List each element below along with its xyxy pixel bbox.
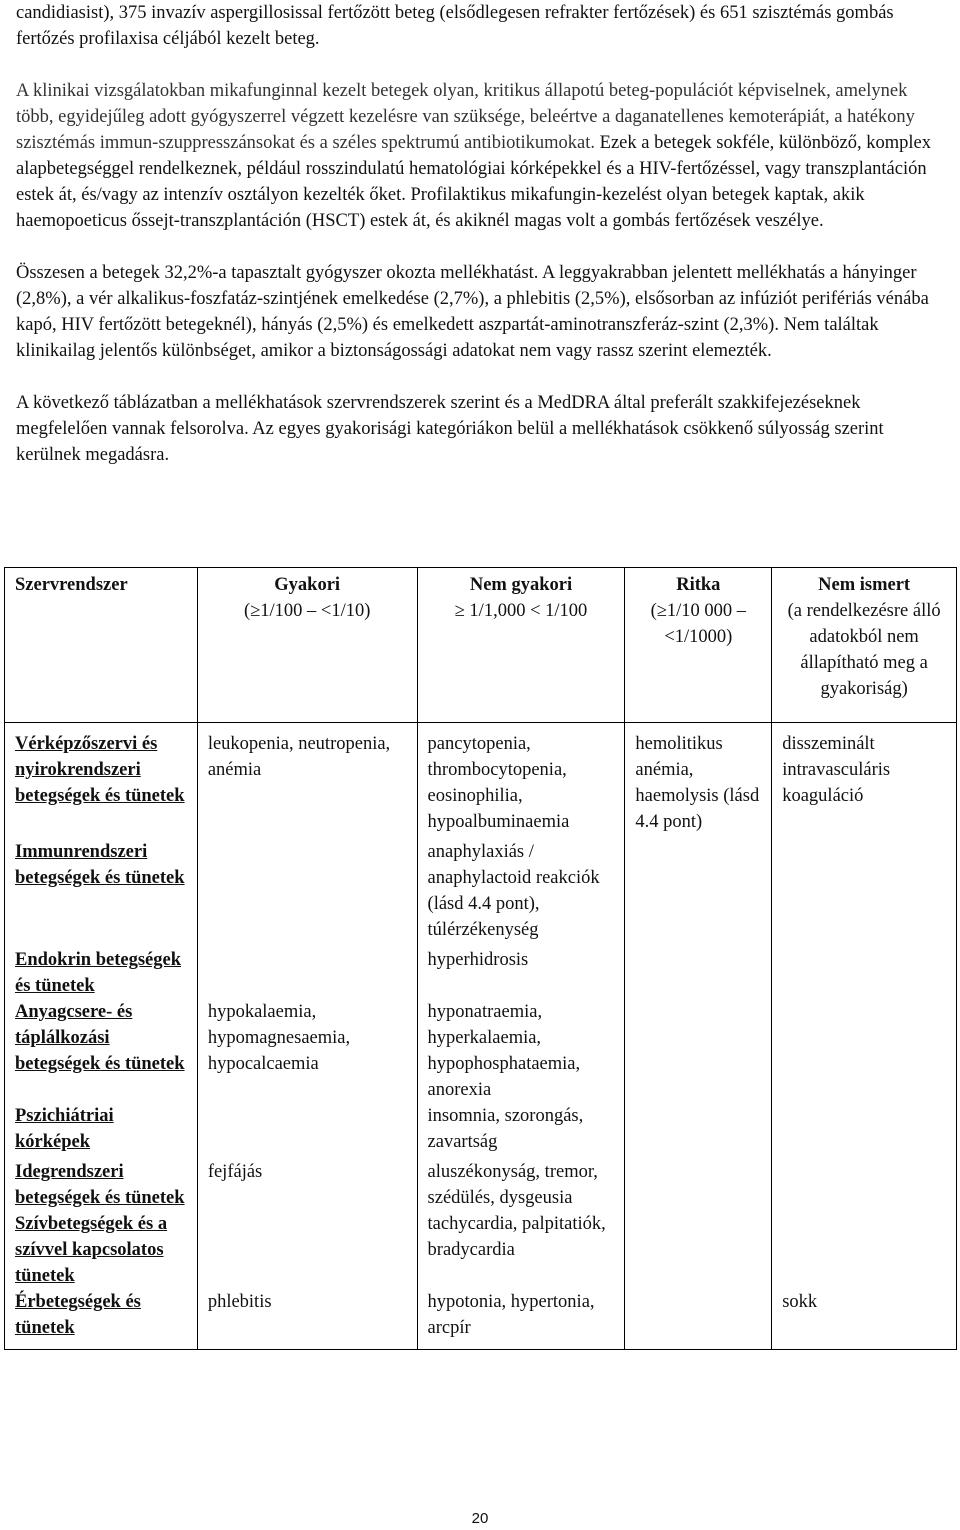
paragraph-adverse-reactions-summary: Összesen a betegek 32,2%-a tapasztalt gyógyszer okozta mellékhatást. A leggyakrabban jelentett mellékhatás a hányinger (2,8%), a vér alkalikus-foszfatáz-szintjének emelkedése (2,7%), a phlebitis (2,5%), elsősorban az infúziót perifériás vénába kapó, HIV fertőzött betegeknél), hányás (2,5%) és emelkedett aszpartát-aminotranszferáz-szint (2,3%). Nem találtak klinikailag jelentős különbséget, amikor a biztonságossági adatokat nem vagy rassz szerint elemezték.: [16, 263, 929, 361]
table-row: [5, 1159, 957, 1211]
table-cell-common: [197, 1211, 417, 1289]
header-uncommon-range: ≥ 1/1,000 < 1/100: [454, 601, 588, 621]
table-cell-not-known: [772, 839, 957, 947]
table-cell-rare: [625, 1211, 772, 1289]
table-row: [5, 1103, 957, 1159]
table-cell-uncommon: tachycardia, palpitatiók, bradycardia: [417, 1211, 625, 1289]
table-cell-not-known: sokk: [772, 1289, 957, 1350]
header-common-title: Gyakori: [274, 575, 341, 595]
table-cell-soc: [5, 1103, 198, 1159]
header-rare: [625, 568, 772, 723]
table-cell-not-known: [772, 1159, 957, 1211]
page-number: 20: [471, 1510, 489, 1527]
header-system-organ-class: Szervrendszer: [5, 568, 198, 723]
table-cell-rare: [625, 839, 772, 947]
table-cell-not-known: [772, 1103, 957, 1159]
soc-name: Vérképzőszervi és nyirokrendszeri betegségek és tünetek: [15, 734, 185, 806]
soc-name: Immunrendszeri betegségek és tünetek: [15, 842, 185, 888]
table-cell-common: fejfájás: [197, 1159, 417, 1211]
header-not-known: [772, 568, 957, 723]
paragraph-clinical-population: [16, 78, 946, 234]
paragraph-clinical-population-part2: Ezek a betegek sokféle, különböző, komplex alapbetegséggel rendelkeznek, például rosszindulatú hematológiai kórképekkel és a HIV-fertőzéssel, vagy transzplantáción estek át, és/vagy az intenzív osztályon kezelték őket. Profilaktikus mikafungin-kezelést olyan betegek kaptak, akik haemopoeticus őssejt-transzplantáción (HSCT) estek át, és akiknél magas volt a gombás fertőzések veszélye.: [16, 133, 932, 231]
table-cell-soc: [5, 839, 198, 947]
table-row: [5, 839, 957, 947]
table-header-row: [5, 568, 957, 723]
table-cell-not-known: [772, 947, 957, 999]
table-cell-soc: [5, 947, 198, 999]
table-cell-not-known: [772, 999, 957, 1103]
paragraph-table-introduction: [16, 390, 946, 468]
header-common: [197, 568, 417, 723]
paragraph-table-introduction-text: A következő táblázatban a mellékhatások szervrendszerek szerint és a MedDRA által preferált szakkifejezéseknek megfelelően vannak felsorolva. Az egyes gyakorisági kategóriákon belül a mellékhatások csökkenő súlyosság szerint kerülnek megadásra: [16, 393, 884, 465]
soc-name: Érbetegségek és tünetek: [15, 1292, 141, 1338]
document-page: [16, 0, 946, 468]
table-cell-common: [197, 839, 417, 947]
table-cell-uncommon: pancytopenia, thrombocytopenia, eosinophilia, hypoalbuminaemia: [417, 723, 625, 840]
table-cell-uncommon: hyponatraemia, hyperkalaemia, hypophosphataemia, anorexia: [417, 999, 625, 1103]
table-cell-common: leukopenia, neutropenia, anémia: [197, 723, 417, 840]
table-row: [5, 1289, 957, 1350]
header-not-known-range: (a rendelkezésre álló adatokból nem állapítható meg a gyakoriság): [787, 601, 941, 699]
header-common-range: (≥1/100 – <1/10): [243, 601, 371, 621]
table-row: [5, 1211, 957, 1289]
table-cell-rare: [625, 947, 772, 999]
soc-name: Endokrin betegségek és tünetek: [15, 950, 182, 996]
table-cell-soc: [5, 1289, 198, 1350]
table-cell-uncommon: hypotonia, hypertonia, arcpír: [417, 1289, 625, 1350]
header-rare-range: (≥1/10 000 – <1/1000): [650, 601, 747, 647]
header-rare-title: Ritka: [676, 575, 721, 595]
table-cell-soc: [5, 1159, 198, 1211]
table-cell-rare: [625, 1289, 772, 1350]
table-cell-soc: [5, 999, 198, 1103]
soc-name: Szívbetegségek és a szívvel kapcsolatos tünetek: [15, 1214, 168, 1286]
header-not-known-title: Nem ismert: [818, 575, 911, 595]
soc-name: Idegrendszeri betegségek és tünetek: [15, 1162, 185, 1208]
table-cell-rare: hemolitikus anémia, haemolysis (lásd 4.4 pont): [625, 723, 772, 840]
header-uncommon: [417, 568, 625, 723]
paragraph-patient-counts: candidiasist), 375 invazív aspergillosissal fertőzött beteg (elsődlegesen refrakter fertőzések) és 651 szisztémás gombás fertőzés profilaxisa céljából kezelt beteg.: [16, 3, 894, 49]
table-cell-rare: [625, 1159, 772, 1211]
adverse-reactions-table: [4, 567, 957, 1350]
table-cell-uncommon: insomnia, szorongás, zavartság: [417, 1103, 625, 1159]
paragraph-clinical-population-part1: A klinikai vizsgálatokban mikafunginnal kezelt betegek olyan, kritikus állapotú beteg-populációt képviselnek, amelynek több, egyidejűleg adott gyógyszerrel végzett kezelésre van szüksége, beleértve a daganatellenes kemoterápiát, a hatékony szisztémás immun-szuppresszánsokat és a széles spektrumú antibiotikumokat.: [16, 81, 915, 153]
table-cell-not-known: disszeminált intravasculáris koaguláció: [772, 723, 957, 840]
table-row: [5, 947, 957, 999]
soc-name: Anyagcsere- és táplálkozási betegségek és tünetek: [15, 1002, 185, 1074]
table-cell-uncommon: anaphylaxiás / anaphylactoid reakciók (lásd 4.4 pont), túlérzékenység: [417, 839, 625, 947]
table-row: [5, 999, 957, 1103]
soc-name: Pszichiátriai kórképek: [15, 1106, 114, 1152]
table-cell-common: [197, 947, 417, 999]
table-cell-rare: [625, 999, 772, 1103]
table-cell-common: hypokalaemia, hypomagnesaemia, hypocalcaemia: [197, 999, 417, 1103]
table-cell-not-known: [772, 1211, 957, 1289]
paragraph-table-introduction-period: .: [164, 445, 170, 465]
table-cell-soc: [5, 1211, 198, 1289]
table-cell-rare: [625, 1103, 772, 1159]
table-cell-uncommon: hyperhidrosis: [417, 947, 625, 999]
table-cell-soc: [5, 723, 198, 840]
table-row: [5, 723, 957, 840]
table-cell-common: [197, 1103, 417, 1159]
table-cell-uncommon: aluszékonyság, tremor, szédülés, dysgeusia: [417, 1159, 625, 1211]
header-uncommon-title: Nem gyakori: [469, 575, 573, 595]
table-cell-common: phlebitis: [197, 1289, 417, 1350]
